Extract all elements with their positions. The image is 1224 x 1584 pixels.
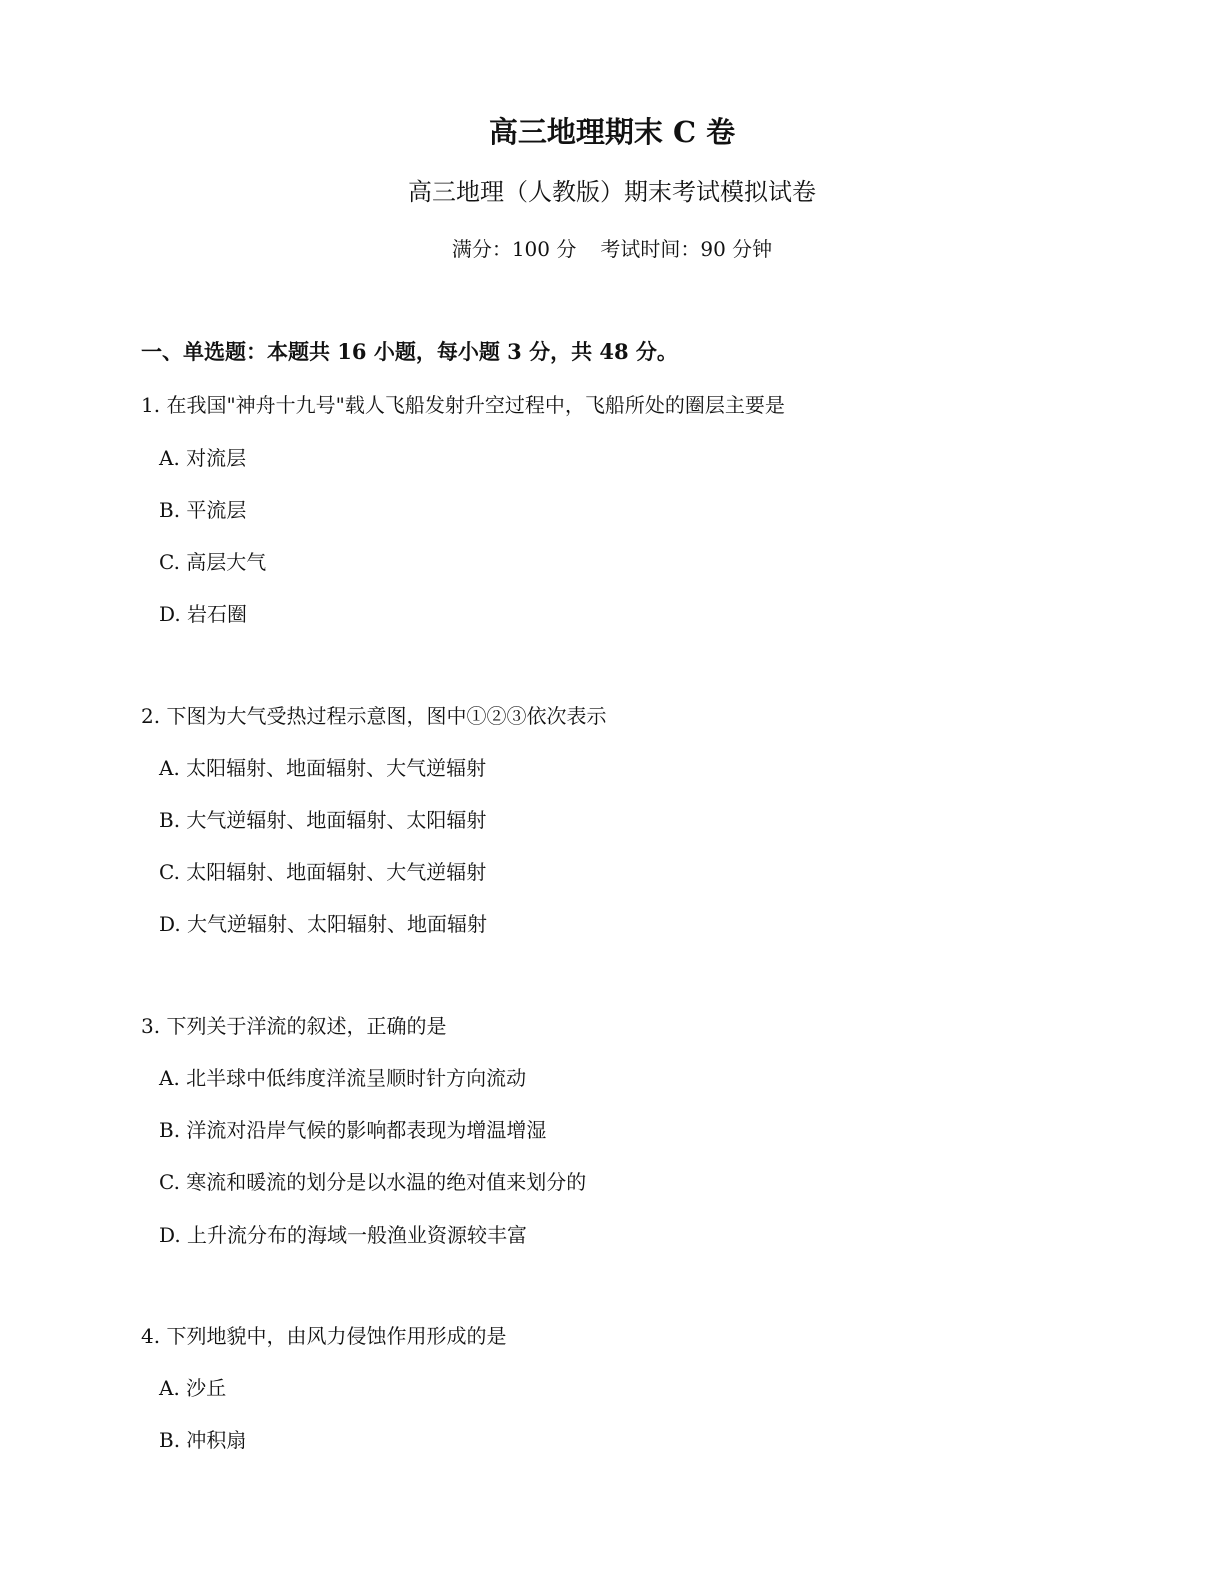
question-stem-4: 4. 下列地貌中，由风力侵蚀作用形成的是 xyxy=(141,1324,507,1348)
question-2-option-d: D. 大气逆辐射、太阳辐射、地面辐射 xyxy=(159,912,488,936)
section-heading: 一、单选题：本题共 16 小题，每小题 3 分，共 48 分。 xyxy=(141,339,678,364)
question-1-option-c: C. 高层大气 xyxy=(159,550,267,574)
time-info: 考试时间：90 分钟 xyxy=(600,237,773,261)
question-3-option-b: B. 洋流对沿岸气候的影响都表现为增温增湿 xyxy=(159,1118,547,1142)
question-stem-2: 2. 下图为大气受热过程示意图，图中①②③依次表示 xyxy=(141,704,607,728)
page-subtitle: 高三地理（人教版）期末考试模拟试卷 xyxy=(408,178,816,206)
question-2-option-a: A. 太阳辐射、地面辐射、大气逆辐射 xyxy=(159,756,487,780)
question-1-option-d: D. 岩石圈 xyxy=(159,602,248,626)
page-title: 高三地理期末 C 卷 xyxy=(488,115,736,149)
question-3-option-a: A. 北半球中低纬度洋流呈顺时针方向流动 xyxy=(159,1066,527,1090)
question-1-option-a: A. 对流层 xyxy=(159,446,247,470)
question-3-option-c: C. 寒流和暖流的划分是以水温的绝对值来划分的 xyxy=(159,1170,587,1194)
question-2-option-b: B. 大气逆辐射、地面辐射、太阳辐射 xyxy=(159,808,487,832)
question-2-option-c: C. 太阳辐射、地面辐射、大气逆辐射 xyxy=(159,860,487,884)
question-stem-3: 3. 下列关于洋流的叙述，正确的是 xyxy=(141,1014,447,1038)
score-info: 满分：100 分 xyxy=(451,237,577,261)
question-3-option-d: D. 上升流分布的海域一般渔业资源较丰富 xyxy=(159,1223,528,1247)
exam-meta xyxy=(0,232,1224,266)
question-1-option-b: B. 平流层 xyxy=(159,498,247,522)
question-4-option-a: A. 沙丘 xyxy=(159,1376,227,1400)
question-stem-1: 1. 在我国"神舟十九号"载人飞船发射升空过程中，飞船所处的圈层主要是 xyxy=(141,393,785,417)
question-4-option-b: B. 冲积扇 xyxy=(159,1428,247,1452)
